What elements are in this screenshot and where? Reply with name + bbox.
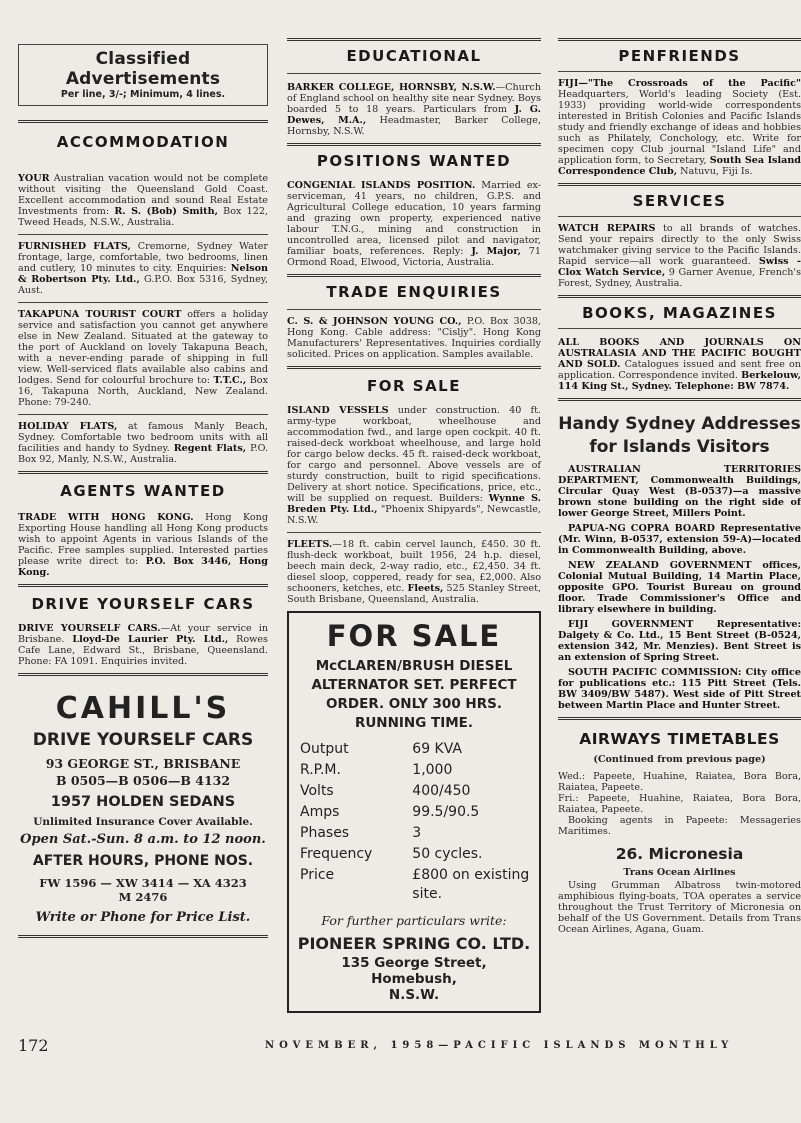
divider xyxy=(558,295,801,298)
divider xyxy=(558,216,801,217)
divider xyxy=(558,71,801,72)
spec-key: Price xyxy=(300,867,335,883)
airways-continued: (Continued from previous page) xyxy=(593,754,766,765)
cahill-address: 93 GEORGE ST., BRISBANE xyxy=(45,756,241,771)
spec-value: 1,000 xyxy=(412,762,453,778)
spec-row xyxy=(299,760,531,781)
cahill-sedans: 1957 HOLDEN SEDANS xyxy=(50,794,236,810)
forsale-box-line1: McCLAREN/BRUSH DIESEL xyxy=(315,658,513,674)
handy-entry: SOUTH PACIFIC COMMISSION: City office for publications etc.: 115 Pitt Street (Tels. BW 3409/BW 5487). West side of Pitt Street between Martin Place and Hunter Street. xyxy=(558,667,801,711)
spec-row xyxy=(299,823,531,844)
airways-line: Fri.: Papeete, Huahine, Raiatea, Bora Bora, Raiatea, Papeete. xyxy=(558,793,801,815)
forsale-box-desc xyxy=(297,657,531,733)
classified-title: Classified Advertisements xyxy=(65,49,221,89)
ad-accommodation-4: HOLIDAY FLATS, at famous Manly Beach, Sydney. Comfortable two bedroom units with all facilities and handy to Sydney. Regent Flats, P.O. Box 92, Manly, N.S.W., Australia. xyxy=(18,421,268,465)
divider xyxy=(287,143,541,146)
divider xyxy=(558,717,801,720)
forsale-company: PIONEER SPRING CO. LTD. xyxy=(297,934,531,953)
tao-heading: Trans Ocean Airlines xyxy=(623,867,736,878)
spec-key: Frequency xyxy=(300,846,373,862)
micronesia-text: Using Grumman Albatross twin-motored amphibious flying-boats, TOA operates a service throughout the Trust Territory of Micronesia on behalf of the US Government. Details from Trans Ocean Airlines, Agana, Guam. xyxy=(558,880,801,935)
divider xyxy=(558,38,801,41)
forsale-box-line2: ALTERNATOR SET. PERFECT xyxy=(311,677,517,693)
drive-heading: DRIVE YOURSELF CARS xyxy=(31,595,255,613)
divider xyxy=(287,38,541,41)
cahill-hours: Open Sat.-Sun. 8 a.m. to 12 noon. xyxy=(20,832,266,847)
cahill-after: AFTER HOURS, PHONE NOS. xyxy=(32,853,254,869)
trade-heading: TRADE ENQUIRIES xyxy=(326,283,502,301)
spec-key: Volts xyxy=(300,783,334,799)
airways-heading: AIRWAYS TIMETABLES xyxy=(579,730,780,748)
footer-text: NOVEMBER, 1958—PACIFIC ISLANDS MONTHLY xyxy=(265,1040,734,1051)
handy-entry: FIJI GOVERNMENT Representative: Dalgety & Co. Ltd., 15 Bent Street (B-0524, extension 342, Mr. Menzies). Bent Street is an extension of Spring Street. xyxy=(558,619,801,663)
agents-heading: AGENTS WANTED xyxy=(60,482,226,500)
ad-positions: CONGENIAL ISLANDS POSITION. Married ex-serviceman, 41 years, no children, G.P.S. and Agricultural College education, 10 years farming and grazing own property, experienced native labour T.N.G., mining and construction in uncontrolled area, licensed pilot and navigator, familiar boats, references. Reply: J. Major, 71 Ormond Road, Elwood, Victoria, Australia. xyxy=(287,180,541,268)
column-right xyxy=(558,0,801,939)
divider xyxy=(18,302,268,303)
accommodation-heading: ACCOMMODATION xyxy=(56,133,230,151)
divider xyxy=(558,183,801,186)
classified-rate: Per line, 3/-; Minimum, 4 lines. xyxy=(60,89,226,100)
ad-trade: C. S. & JOHNSON YOUNG CO., P.O. Box 3038, Hong Kong. Cable address: "Cisljy". Hong Kong Manufacturers' Representatives. Inquiries cordially solicited. Prices on application. Samples available. xyxy=(287,316,541,360)
cahill-name: CAHILL'S xyxy=(55,691,231,726)
ad-accommodation-1: YOUR Australian vacation would not be complete without visiting the Queensland Gold Coast. Excellent accommodation and sound Real Estate Investments from: R. S. (Bob) Smith, Box 122, Tweed Heads, N.S.W., Australia. xyxy=(18,173,269,228)
divider xyxy=(287,309,541,310)
column-left xyxy=(18,0,268,944)
spec-row xyxy=(299,739,531,760)
divider xyxy=(18,935,268,938)
ad-accommodation-2: FURNISHED FLATS, Cremorne, Sydney Water frontage, large, comfortable, two bedrooms, linen and cutlery, 10 minutes to city. Enquiries: Nelson & Robertson Pty. Ltd., G.P.O. Box 5316, Sydney, Aust. xyxy=(18,241,268,296)
services-heading: SERVICES xyxy=(632,192,727,210)
handy-title: Handy Sydney Addresses for Islands Visitors xyxy=(558,414,801,457)
spec-key: Output xyxy=(300,741,349,757)
spec-key: Amps xyxy=(300,804,340,820)
cahill-phones: B 0505—B 0506—B 4132 xyxy=(55,773,231,788)
divider xyxy=(558,328,801,329)
ad-forsale-1: ISLAND VESSELS under construction. 40 ft. army-type workboat, wheelhouse and accommodation fwd., and large open cockpit. 40 ft. raised-deck workboat wheelhouse, and large hold for cargo below decks. 45 ft. raised-deck workboat, for cargo and personnel. Above vessels are of sturdy construction, built to rigid specifications. Delivery at short notice. Specifications, price, etc., will be supplied on request. Builders: Wynne S. Breden Pty. Ltd., "Phoenix Shipyards", Newcastle, N.S.W. xyxy=(287,405,541,526)
micronesia-heading: 26. Micronesia xyxy=(615,845,744,863)
divider xyxy=(287,366,541,369)
divider xyxy=(18,234,268,235)
spec-row xyxy=(299,844,531,865)
books-heading: BOOKS, MAGAZINES xyxy=(582,304,777,322)
page-number: 172 xyxy=(18,1036,49,1055)
spec-value: £800 on existing site. xyxy=(412,867,530,902)
cahill-m: M 2476 xyxy=(118,890,168,904)
forsale-box-line3: ORDER. ONLY 300 HRS. xyxy=(326,696,502,712)
divider xyxy=(18,414,268,415)
divider xyxy=(287,73,541,74)
divider xyxy=(558,398,801,401)
divider xyxy=(18,120,268,123)
ad-forsale-2: FLEETS.—18 ft. cabin cervel launch, £450. 30 ft. flush-deck workboat, built 1956, 24 h.p. diesel, beech main deck, 2-way radio, etc., £2,450. 34 ft. diesel sloop, coppered, ready for sea, £2,000. Also schooners, ketches, etc. Fleets, 525 Stanley Street, South Brisbane, Queensland, Australia. xyxy=(287,539,541,605)
divider xyxy=(287,274,541,277)
cahill-write: Write or Phone for Price List. xyxy=(35,910,251,925)
ad-penfriends: FIJI—"The Crossroads of the Pacific" Headquarters, World's leading Society (Est. 1933) providing world-wide correspondents interested in British Colonies and Pacific Islands study and friendly exchange of ideas and hobbies such as Philately, Conchology, etc. Write for specimen copy Club journal "Island Life" and application form, to Secretary, South Sea Island Correspondence Club, Natuvu, Fiji Is. xyxy=(558,78,801,177)
forsale-box-line4: RUNNING TIME. xyxy=(354,715,474,731)
forsale-further: For further particulars write: xyxy=(321,913,507,928)
airways-line: Wed.: Papeete, Huahine, Raiatea, Bora Bora, Raiatea, Papeete. xyxy=(558,771,801,793)
page-footer xyxy=(0,1036,801,1056)
handy-entry: NEW ZEALAND GOVERNMENT offices, Colonial Mutual Building, 14 Martin Place, opposite GPO. Tourist Bureau on ground floor. Trade Commissioner's Office and library elsewhere in building. xyxy=(558,560,801,615)
forsale-heading: FOR SALE xyxy=(367,377,461,395)
spec-key: Phases xyxy=(300,825,350,841)
forsale-specs xyxy=(299,739,531,905)
forsale-box-title: FOR SALE xyxy=(326,619,502,653)
cahill-insurance: Unlimited Insurance Cover Available. xyxy=(33,816,253,828)
cahill-sub: DRIVE YOURSELF CARS xyxy=(32,730,254,750)
forsale-state: N.S.W. xyxy=(388,987,440,1003)
penfriends-heading: PENFRIENDS xyxy=(618,47,741,65)
ad-agents: TRADE WITH HONG KONG. Hong Kong Exporting House handling all Hong Kong products wish to appoint Agents in various Islands of the Pacific. Free samples supplied. Interested parties please write direct to: P.O. Box 3446, Hong Kong. xyxy=(18,512,268,578)
spec-value: 69 KVA xyxy=(412,741,462,757)
handy-entry: AUSTRALIAN TERRITORIES DEPARTMENT, Commonwealth Buildings, Circular Quay West (B-0537)—a massive brown stone building on the right side of lower George Street, Millers Point. xyxy=(558,464,801,519)
ad-books: ALL BOOKS AND JOURNALS ON AUSTRALASIA AND THE PACIFIC BOUGHT AND SOLD. Catalogues issued and sent free on application. Correspondence invited. Berkelouw, 114 King St., Sydney. Telephone: BW 7874. xyxy=(558,337,801,392)
column-middle xyxy=(287,0,541,1013)
cahill-fw: FW 1596 — XW 3414 — XA 4323 xyxy=(39,876,247,890)
ad-drive: DRIVE YOURSELF CARS.—At your service in Brisbane. Lloyd-De Laurier Pty. Ltd., Rowes Cafe Lane, Edward St., Brisbane, Queensland. Phone: FA 1091. Enquiries invited. xyxy=(18,623,268,667)
spec-value: 99.5/90.5 xyxy=(412,804,480,820)
spec-value: 50 cycles. xyxy=(412,846,483,862)
ad-services: WATCH REPAIRS to all brands of watches. Send your repairs directly to the only Swiss watchmaker giving service to the Pacific Islands. Rapid service—all work guaranteed. Swiss - Clox Watch Service, 9 Garner Avenue, French's Forest, Sydney, Australia. xyxy=(558,223,801,289)
divider xyxy=(18,584,268,587)
forsale-address: 135 George Street, Homebush, xyxy=(341,955,487,987)
handy-entry: PAPUA-NG COPRA BOARD Representative (Mr. Winn, B-0537, extension 59-A)—located in Commonwealth Building, above. xyxy=(558,523,801,556)
airways-line: Booking agents in Papeete: Messageries Maritimes. xyxy=(558,815,801,837)
classified-box xyxy=(18,44,268,106)
cahill-ad xyxy=(18,688,268,925)
educational-heading: EDUCATIONAL xyxy=(346,47,482,65)
ad-accommodation-3: TAKAPUNA TOURIST COURT offers a holiday service and satisfaction you cannot get anywhere else in New Zealand. Situated at the gateway to the port of Auckland on lovely Takapuna Beach, with a never-ending parade of shipping in full view. Well-serviced flats available also cabins and lodges. Send for colourful brochure to: T.T.C., Box 16, Takapuna North, Auckland, New Zealand. Phone: 79-240. xyxy=(18,309,268,408)
spec-value: 3 xyxy=(412,825,422,841)
spec-value: 400/450 xyxy=(412,783,471,799)
divider xyxy=(18,471,268,474)
forsale-box xyxy=(287,611,541,1013)
divider xyxy=(287,532,541,533)
spec-key: R.P.M. xyxy=(300,762,341,778)
spec-row xyxy=(299,781,531,802)
ad-educational: BARKER COLLEGE, HORNSBY, N.S.W.—Church of England school on healthy site near Sydney. Boys boarded 5 to 18 years. Particulars from J. G. Dewes, M.A., Headmaster, Barker College, Hornsby, N.S.W. xyxy=(287,82,542,137)
positions-heading: POSITIONS WANTED xyxy=(316,152,512,170)
spec-row xyxy=(299,865,531,905)
spec-row xyxy=(299,802,531,823)
divider xyxy=(18,673,268,676)
